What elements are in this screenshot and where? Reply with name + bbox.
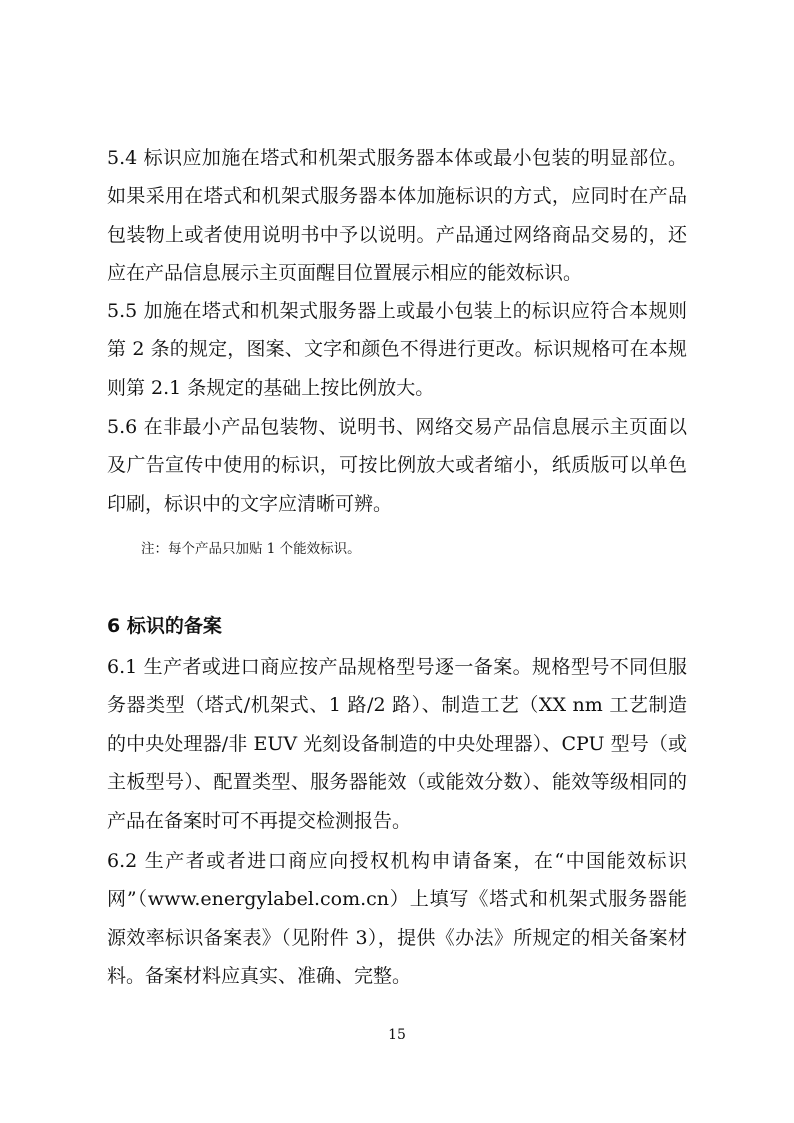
section-heading-6: 6 标识的备案 <box>107 615 222 637</box>
paragraph-5-4: 5.4 标识应加施在塔式和机架式服务器本体或最小包装的明显部位。如果采用在塔式和机架式服务器本体加施标识的方式，应同时在产品包装物上或者使用说明书中予以说明。产品通过网络商品交易的，还应在产品信息展示主页面醒目位置展示相应的能效标识。 <box>107 147 687 285</box>
paragraph-5-6: 5.6 在非最小产品包装物、说明书、网络交易产品信息展示主页面以及广告宣传中使用的标识，可按比例放大或者缩小，纸质版可以单色印刷，标识中的文字应清晰可辨。 <box>107 416 687 515</box>
paragraph-5-5: 5.5 加施在塔式和机架式服务器上或最小包装上的标识应符合本规则第 2 条的规定，图案、文字和颜色不得进行更改。标识规格可在本规则第 2.1 条规定的基础上按比例放大。 <box>107 300 687 399</box>
paragraph-6-2: 6.2 生产者或者进口商应向授权机构申请备案，在“中国能效标识网”（www.energylabel.com.cn）上填写《塔式和机架式服务器能源效率标识备案表》（见附件 3），提供《办法》所规定的相关备案材料。备案材料应真实、准确、完整。 <box>107 850 687 988</box>
page-number: 15 <box>388 1027 406 1043</box>
paragraph-6-1: 6.1 生产者或进口商应按产品规格型号逐一备案。规格型号不同但服务器类型（塔式/机架式、1 路/2 路）、制造工艺（XX nm 工艺制造的中央处理器/非 EUV 光刻设备制造的中央处理器）、CPU 型号（或主板型号）、配置类型、服务器能效（或能效分数）、能效等级相同的产品在备案时可不再提交检测报告。 <box>107 656 687 832</box>
note-text: 注：每个产品只加贴 1 个能效标识。 <box>141 541 361 557</box>
